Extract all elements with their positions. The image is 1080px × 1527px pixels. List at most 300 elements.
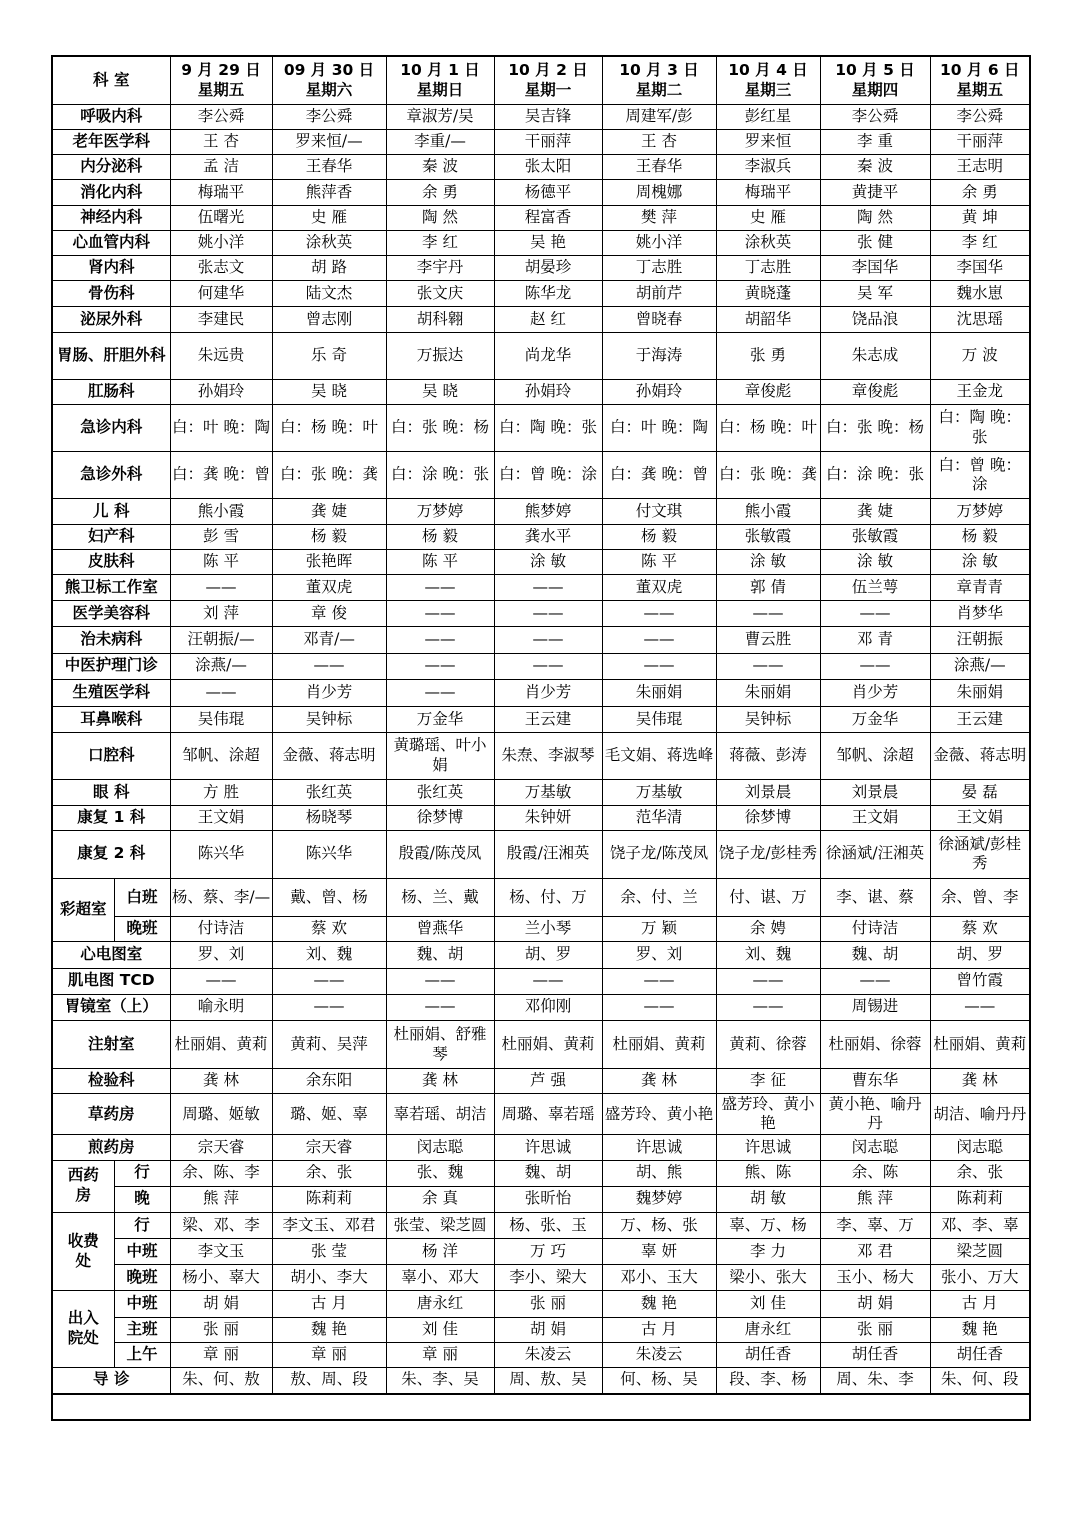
duty-cell: 汪朝振 (930, 627, 1030, 653)
duty-cell: 李 征 (716, 1069, 820, 1094)
duty-cell: 辜、万、杨 (716, 1212, 820, 1238)
duty-cell: 余、张 (272, 1160, 386, 1186)
duty-cell: 史 雁 (272, 205, 386, 230)
schedule-row (52, 1265, 1030, 1291)
duty-cell: 杨小、辜大 (170, 1265, 272, 1291)
duty-cell: 徐涵斌/汪湘英 (820, 830, 930, 878)
duty-cell: 白：龚 晚：曾 (602, 452, 716, 499)
duty-cell: 朱丽娟 (930, 679, 1030, 706)
duty-cell: 杨德平 (494, 180, 602, 205)
dept-name: 耳鼻喉科 (52, 706, 170, 732)
duty-cell: 熊、陈 (716, 1160, 820, 1186)
schedule-row (52, 1094, 1030, 1135)
duty-cell: 黄莉、徐蓉 (716, 1020, 820, 1068)
schedule-row (52, 679, 1030, 706)
date-header (602, 56, 716, 104)
duty-cell: —— (494, 575, 602, 601)
duty-cell: 万金华 (820, 706, 930, 732)
duty-cell: 陶 然 (386, 205, 494, 230)
dept-name: 老年医学科 (52, 130, 170, 155)
duty-cell: 盛芳玲、黄小艳 (716, 1094, 820, 1135)
duty-cell: 刘 佳 (716, 1291, 820, 1317)
duty-cell: 干丽萍 (494, 130, 602, 155)
duty-cell: 饶子龙/陈茂凤 (602, 830, 716, 878)
duty-cell: 史 雁 (716, 205, 820, 230)
date-header (716, 56, 820, 104)
duty-cell: —— (494, 627, 602, 653)
weekday-label: 星期一 (524, 81, 572, 100)
duty-cell: 魏 艳 (272, 1317, 386, 1342)
duty-cell: 万基敏 (494, 780, 602, 805)
shift-name: 上午 (114, 1342, 170, 1367)
duty-cell: 朱凌云 (494, 1342, 602, 1367)
duty-cell: 万、杨、张 (602, 1212, 716, 1238)
duty-cell: 吴伟琨 (602, 706, 716, 732)
duty-cell: 陈莉莉 (272, 1186, 386, 1212)
duty-cell: 余 真 (386, 1186, 494, 1212)
date-label: 10 月 2 日 (508, 61, 588, 80)
duty-cell: 姚小洋 (602, 230, 716, 255)
duty-cell: 黄捷平 (820, 180, 930, 205)
weekday-label: 星期三 (744, 81, 792, 100)
dept-name: 急诊内科 (52, 404, 170, 451)
duty-cell: 邓仰刚 (494, 994, 602, 1020)
duty-cell: 章 俊 (272, 601, 386, 627)
duty-cell: 张 丽 (820, 1317, 930, 1342)
duty-cell: 万金华 (386, 706, 494, 732)
schedule-row (52, 917, 1030, 942)
duty-cell: —— (272, 994, 386, 1020)
schedule-row (52, 549, 1030, 574)
duty-cell: 李淑兵 (716, 155, 820, 180)
dept-name: 检验科 (52, 1069, 170, 1094)
dept-name: 心电图室 (52, 942, 170, 968)
duty-cell: 程富香 (494, 205, 602, 230)
duty-cell: 余、陈 (820, 1160, 930, 1186)
dept-header: 科 室 (52, 56, 170, 104)
duty-cell: 张 丽 (494, 1291, 602, 1317)
date-label: 10 月 1 日 (400, 61, 480, 80)
dept-group-name: 彩超室 (52, 879, 114, 942)
duty-cell: 龚 林 (602, 1069, 716, 1094)
duty-cell: 朱丽娟 (716, 679, 820, 706)
duty-cell: —— (170, 575, 272, 601)
duty-cell: 白：杨 晚：叶 (716, 404, 820, 451)
shift-name: 晚班 (114, 917, 170, 942)
duty-cell: —— (602, 601, 716, 627)
schedule-row (52, 575, 1030, 601)
duty-cell: 熊萍香 (272, 180, 386, 205)
duty-cell: 朱钟妍 (494, 805, 602, 830)
duty-cell: 涂燕/— (170, 653, 272, 679)
duty-cell: 邹帆、涂超 (820, 733, 930, 780)
duty-cell: 邓 青 (820, 627, 930, 653)
shift-name: 中班 (114, 1291, 170, 1317)
duty-cell: 胡洁、喻丹丹 (930, 1094, 1030, 1135)
shift-name: 行 (114, 1160, 170, 1186)
date-header (386, 56, 494, 104)
duty-cell: 杨、兰、戴 (386, 879, 494, 917)
blank-footer-cell (52, 1394, 1030, 1420)
schedule-row (52, 130, 1030, 155)
duty-cell: 秦 波 (386, 155, 494, 180)
duty-cell: 刘、魏 (272, 942, 386, 968)
duty-cell: 段、李、杨 (716, 1367, 820, 1393)
duty-cell: 闵志聪 (930, 1135, 1030, 1160)
duty-cell: 朱凌云 (602, 1342, 716, 1367)
dept-name: 神经内科 (52, 205, 170, 230)
duty-cell: 赵 红 (494, 307, 602, 333)
duty-cell: 尚龙华 (494, 333, 602, 379)
duty-cell: 付文琪 (602, 499, 716, 524)
duty-cell: 肖少芳 (272, 679, 386, 706)
duty-cell: 章俊彪 (820, 379, 930, 404)
duty-cell: 李 重 (820, 130, 930, 155)
duty-cell: 张 莹 (272, 1239, 386, 1265)
duty-cell: 万 波 (930, 333, 1030, 379)
schedule-row (52, 255, 1030, 280)
duty-cell: 吴钟标 (272, 706, 386, 732)
duty-cell: 张红英 (272, 780, 386, 805)
duty-cell: 周、敖、吴 (494, 1367, 602, 1393)
duty-cell: 方 胜 (170, 780, 272, 805)
duty-cell: 王 杏 (170, 130, 272, 155)
duty-cell: 伍曙光 (170, 205, 272, 230)
duty-cell: 杨 毅 (602, 524, 716, 549)
duty-cell: 吴 军 (820, 281, 930, 307)
duty-cell: 魏梦婷 (602, 1186, 716, 1212)
duty-cell: —— (716, 653, 820, 679)
duty-cell: 毛文娟、蒋选峰 (602, 733, 716, 780)
duty-cell: —— (272, 653, 386, 679)
duty-cell: 周锡进 (820, 994, 930, 1020)
dept-group-name: 出入 院处 (52, 1291, 114, 1368)
schedule-row (52, 333, 1030, 379)
dept-name: 口腔科 (52, 733, 170, 780)
duty-cell: 白：龚 晚：曾 (170, 452, 272, 499)
schedule-row (52, 1160, 1030, 1186)
duty-cell: 罗来恒 (716, 130, 820, 155)
duty-cell: 李宇丹 (386, 255, 494, 280)
duty-cell: —— (716, 601, 820, 627)
dept-name: 肌电图 TCD (52, 968, 170, 994)
duty-cell: —— (170, 968, 272, 994)
duty-cell: 饶品浪 (820, 307, 930, 333)
dept-name: 消化内科 (52, 180, 170, 205)
duty-cell: 吴吉锋 (494, 104, 602, 129)
shift-name: 行 (114, 1212, 170, 1238)
duty-cell: 璐、姬、辜 (272, 1094, 386, 1135)
duty-cell: 胡 娟 (494, 1317, 602, 1342)
duty-cell: —— (602, 968, 716, 994)
duty-cell: 李文玉 (170, 1239, 272, 1265)
duty-cell: 王 杏 (602, 130, 716, 155)
duty-cell: 李文玉、邓君 (272, 1212, 386, 1238)
duty-cell: 熊小霞 (170, 499, 272, 524)
date-label: 9 月 29 日 (181, 61, 261, 80)
shift-name: 主班 (114, 1317, 170, 1342)
duty-cell: 张太阳 (494, 155, 602, 180)
dept-name: 康复 2 科 (52, 830, 170, 878)
duty-cell: 李国华 (820, 255, 930, 280)
duty-cell: 盛芳玲、黄小艳 (602, 1094, 716, 1135)
duty-cell: 罗、刘 (170, 942, 272, 968)
duty-cell: 胡韶华 (716, 307, 820, 333)
duty-cell: 何建华 (170, 281, 272, 307)
duty-cell: —— (386, 653, 494, 679)
duty-cell: —— (602, 994, 716, 1020)
schedule-row (52, 379, 1030, 404)
duty-cell: 白：张 晚：杨 (820, 404, 930, 451)
duty-cell: 龚水平 (494, 524, 602, 549)
duty-cell: 黄莉、吴萍 (272, 1020, 386, 1068)
dept-name: 生殖医学科 (52, 679, 170, 706)
duty-cell: 张 丽 (170, 1317, 272, 1342)
duty-cell: 陶 然 (820, 205, 930, 230)
duty-cell: 罗、刘 (602, 942, 716, 968)
duty-cell: 魏 艳 (930, 1317, 1030, 1342)
duty-cell: 曾竹霞 (930, 968, 1030, 994)
duty-cell: 胡 娟 (820, 1291, 930, 1317)
duty-cell: 魏、胡 (494, 1160, 602, 1186)
duty-cell: 宗天睿 (272, 1135, 386, 1160)
duty-cell: 李公舜 (820, 104, 930, 129)
schedule-row (52, 281, 1030, 307)
schedule-row (52, 994, 1030, 1020)
duty-cell: 陈华龙 (494, 281, 602, 307)
duty-cell: 乐 奇 (272, 333, 386, 379)
duty-cell: 李、辜、万 (820, 1212, 930, 1238)
dept-name: 肾内科 (52, 255, 170, 280)
schedule-row (52, 1291, 1030, 1317)
duty-cell: 余 勇 (386, 180, 494, 205)
duty-cell: 杜丽娟、舒雅琴 (386, 1020, 494, 1068)
duty-cell: —— (386, 994, 494, 1020)
duty-cell: 古 月 (272, 1291, 386, 1317)
duty-cell: 范华清 (602, 805, 716, 830)
duty-cell: 白：叶 晚：陶 (170, 404, 272, 451)
schedule-row (52, 830, 1030, 878)
duty-cell: 兰小琴 (494, 917, 602, 942)
duty-cell: 熊 萍 (820, 1186, 930, 1212)
duty-cell: 李公舜 (930, 104, 1030, 129)
duty-cell: 董双虎 (272, 575, 386, 601)
duty-cell: 白：叶 晚：陶 (602, 404, 716, 451)
duty-cell: 唐永红 (386, 1291, 494, 1317)
dept-name: 急诊外科 (52, 452, 170, 499)
duty-cell: 杜丽娟、黄莉 (602, 1020, 716, 1068)
duty-cell: 芦 强 (494, 1069, 602, 1094)
duty-cell: 熊小霞 (716, 499, 820, 524)
blank-footer-row (52, 1394, 1030, 1420)
duty-cell: 朱远贵 (170, 333, 272, 379)
duty-cell: 肖梦华 (930, 601, 1030, 627)
duty-cell: 朱、何、敖 (170, 1367, 272, 1393)
duty-cell: —— (930, 994, 1030, 1020)
duty-cell: 杜丽娟、黄莉 (930, 1020, 1030, 1068)
schedule-row (52, 1212, 1030, 1238)
duty-cell: 肖少芳 (820, 679, 930, 706)
duty-cell: 孙娟玲 (602, 379, 716, 404)
dept-name: 治未病科 (52, 627, 170, 653)
duty-cell: 金薇、蒋志明 (272, 733, 386, 780)
duty-cell: 闵志聪 (386, 1135, 494, 1160)
dept-group-name: 西药 房 (52, 1160, 114, 1212)
duty-cell: 涂 敏 (820, 549, 930, 574)
duty-cell: 涂 敏 (716, 549, 820, 574)
duty-cell: 魏、胡 (386, 942, 494, 968)
duty-cell: 曾志刚 (272, 307, 386, 333)
duty-cell: 张敏霞 (716, 524, 820, 549)
schedule-row (52, 601, 1030, 627)
duty-cell: 胡、罗 (930, 942, 1030, 968)
date-label: 10 月 4 日 (728, 61, 808, 80)
schedule-row (52, 1135, 1030, 1160)
duty-cell: 胡小、李大 (272, 1265, 386, 1291)
duty-cell: 梁芝圆 (930, 1239, 1030, 1265)
duty-cell: 龚 林 (386, 1069, 494, 1094)
duty-cell: 王文娟 (170, 805, 272, 830)
schedule-row (52, 1342, 1030, 1367)
duty-cell: 吴钟标 (716, 706, 820, 732)
duty-cell: 蔡 欢 (272, 917, 386, 942)
duty-cell: 余、陈、李 (170, 1160, 272, 1186)
duty-cell: 戴、曾、杨 (272, 879, 386, 917)
duty-cell: 张志文 (170, 255, 272, 280)
duty-cell: —— (820, 601, 930, 627)
duty-cell: —— (386, 627, 494, 653)
schedule-row (52, 805, 1030, 830)
duty-cell: 杜丽娟、徐蓉 (820, 1020, 930, 1068)
schedule-row (52, 1239, 1030, 1265)
duty-cell: 孟 洁 (170, 155, 272, 180)
duty-cell: 曹东华 (820, 1069, 930, 1094)
duty-cell: 李重/— (386, 130, 494, 155)
duty-cell: 吴 艳 (494, 230, 602, 255)
duty-cell: —— (386, 968, 494, 994)
duty-cell: 蒋薇、彭涛 (716, 733, 820, 780)
schedule-row (52, 1317, 1030, 1342)
duty-cell: 李、谌、蔡 (820, 879, 930, 917)
duty-cell: —— (386, 679, 494, 706)
duty-cell: 龚 婕 (820, 499, 930, 524)
date-label: 10 月 3 日 (619, 61, 699, 80)
duty-cell: 唐永红 (716, 1317, 820, 1342)
duty-cell: 陈莉莉 (930, 1186, 1030, 1212)
duty-cell: 周建军/彭 (602, 104, 716, 129)
duty-cell: 闵志聪 (820, 1135, 930, 1160)
duty-cell: 蔡 欢 (930, 917, 1030, 942)
duty-cell: 辜 妍 (602, 1239, 716, 1265)
duty-cell: 陈 平 (386, 549, 494, 574)
date-header (272, 56, 386, 104)
duty-cell: —— (716, 968, 820, 994)
duty-cell: 张昕怡 (494, 1186, 602, 1212)
dept-name: 熊卫标工作室 (52, 575, 170, 601)
duty-cell: 胡任香 (716, 1342, 820, 1367)
duty-cell: 刘 萍 (170, 601, 272, 627)
duty-cell: 周槐娜 (602, 180, 716, 205)
dept-name: 中医护理门诊 (52, 653, 170, 679)
duty-cell: 张红英 (386, 780, 494, 805)
duty-cell: 章 丽 (170, 1342, 272, 1367)
duty-cell: 杨、张、玉 (494, 1212, 602, 1238)
schedule-row (52, 499, 1030, 524)
schedule-row (52, 1020, 1030, 1068)
duty-cell: 杨晓琴 (272, 805, 386, 830)
duty-cell: 辜若瑶、胡洁 (386, 1094, 494, 1135)
duty-cell: 李 力 (716, 1239, 820, 1265)
dept-name: 医学美容科 (52, 601, 170, 627)
weekday-label: 星期五 (956, 81, 1003, 100)
dept-name: 导 诊 (52, 1367, 170, 1393)
schedule-row (52, 1069, 1030, 1094)
duty-cell: 魏、胡 (820, 942, 930, 968)
schedule-row (52, 879, 1030, 917)
duty-cell: —— (820, 968, 930, 994)
dept-name: 注射室 (52, 1020, 170, 1068)
duty-cell: 董双虎 (602, 575, 716, 601)
duty-cell: —— (716, 994, 820, 1020)
duty-cell: 朱、李、吴 (386, 1367, 494, 1393)
duty-cell: 胡前芹 (602, 281, 716, 307)
duty-cell: 饶子龙/彭桂秀 (716, 830, 820, 878)
duty-cell: 刘景晨 (820, 780, 930, 805)
duty-cell: 陈 平 (170, 549, 272, 574)
duty-cell: —— (494, 968, 602, 994)
duty-cell: 黄小艳、喻丹丹 (820, 1094, 930, 1135)
dept-name: 康复 1 科 (52, 805, 170, 830)
duty-cell: 杨 毅 (272, 524, 386, 549)
duty-cell: 徐梦博 (386, 805, 494, 830)
duty-cell: 杨、蔡、李/— (170, 879, 272, 917)
duty-cell: 李小、梁大 (494, 1265, 602, 1291)
duty-cell: 陈兴华 (170, 830, 272, 878)
duty-cell: 许思诚 (494, 1135, 602, 1160)
duty-cell: 王文娟 (820, 805, 930, 830)
dept-name: 煎药房 (52, 1135, 170, 1160)
duty-cell: 吴伟琨 (170, 706, 272, 732)
duty-cell: 辜小、邓大 (386, 1265, 494, 1291)
duty-cell: 付诗洁 (820, 917, 930, 942)
duty-cell: 王文娟 (930, 805, 1030, 830)
header-row (52, 56, 1030, 104)
duty-cell: 朱志成 (820, 333, 930, 379)
duty-cell: 白：张 晚：龚 (272, 452, 386, 499)
dept-name: 眼 科 (52, 780, 170, 805)
duty-cell: 宗天睿 (170, 1135, 272, 1160)
schedule-row (52, 524, 1030, 549)
duty-cell: 涂 敏 (930, 549, 1030, 574)
duty-cell: 秦 波 (820, 155, 930, 180)
duty-cell: 白：曾 晚：涂 (494, 452, 602, 499)
duty-cell: 曹云胜 (716, 627, 820, 653)
duty-cell: 涂 敏 (494, 549, 602, 574)
duty-cell: 罗来恒/— (272, 130, 386, 155)
duty-cell: 于海涛 (602, 333, 716, 379)
duty-cell: 胡 路 (272, 255, 386, 280)
duty-cell: 白：张 晚：杨 (386, 404, 494, 451)
schedule-row (52, 1186, 1030, 1212)
duty-cell: 黄璐瑶、叶小娟 (386, 733, 494, 780)
duty-cell: 梅瑞平 (716, 180, 820, 205)
duty-cell: 周璐、辜若瑶 (494, 1094, 602, 1135)
duty-cell: 张 健 (820, 230, 930, 255)
duty-cell: 邓、李、辜 (930, 1212, 1030, 1238)
duty-cell: 张敏霞 (820, 524, 930, 549)
schedule-row (52, 968, 1030, 994)
duty-cell: 孙娟玲 (494, 379, 602, 404)
